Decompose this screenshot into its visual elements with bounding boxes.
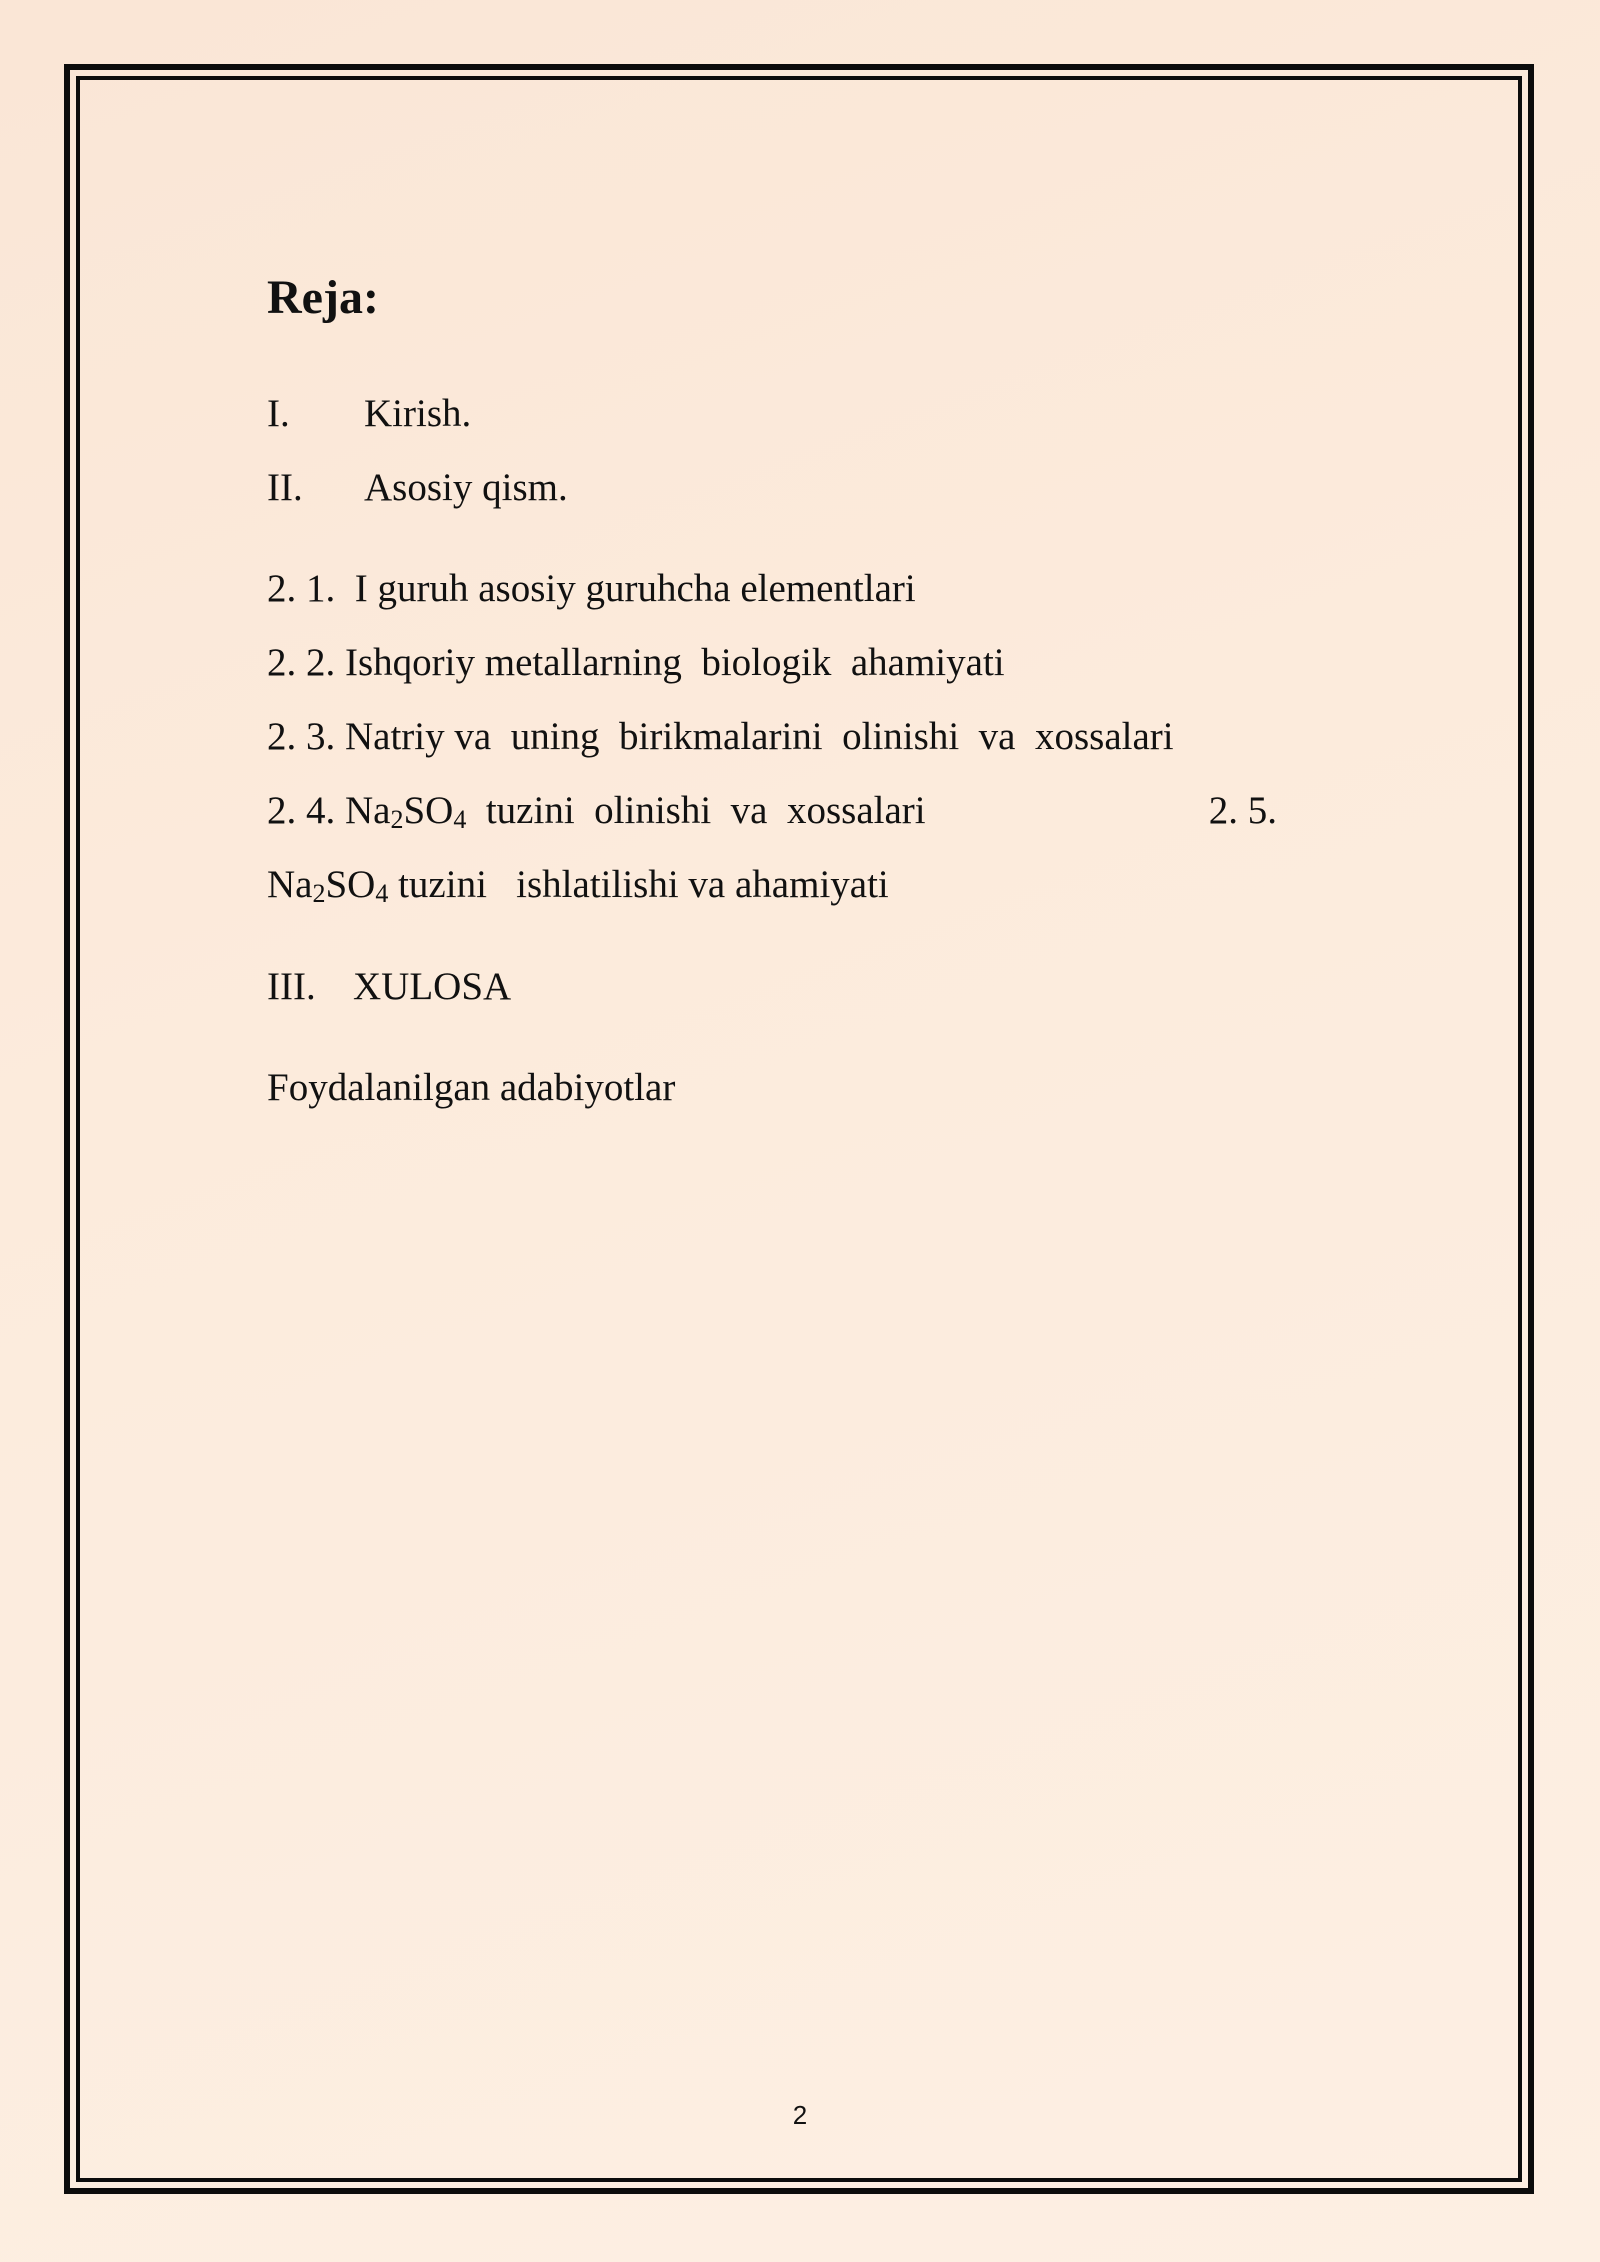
plan-item-conclusion: [267, 967, 511, 1006]
plan-item-numeral: I.: [267, 392, 290, 435]
formula-prefix: Na: [267, 863, 313, 906]
formula-prefix: 2. 4. Na: [267, 789, 391, 832]
formula-subscript: 4: [375, 879, 389, 908]
plan-item-text: Asosiy qism.: [364, 466, 568, 509]
plan-item-main: [267, 468, 568, 507]
plan-item-numeral: II.: [267, 466, 303, 509]
page-title: Reja:: [267, 271, 379, 324]
page-number: 2: [792, 2100, 808, 2130]
formula-subscript: 4: [453, 805, 467, 834]
plan-subitem-2-4: [267, 791, 926, 833]
plan-item-intro: [267, 394, 471, 433]
plan-item-text: Kirish.: [364, 392, 472, 435]
formula-subscript: 2: [390, 805, 404, 834]
formula-mid: SO: [325, 863, 376, 906]
plan-subitem-2-5: [267, 865, 889, 907]
plan-subitem-text: tuzini ishlatilishi va ahamiyati: [388, 863, 889, 906]
formula-mid: SO: [403, 789, 454, 832]
plan-subitem-2-5-number: 2. 5.: [1208, 789, 1277, 832]
formula-subscript: 2: [312, 879, 326, 908]
plan-subitem-2-1: 2. 1. I guruh asosiy guruhcha elementlari: [267, 567, 916, 610]
plan-item-numeral: III.: [267, 965, 316, 1008]
plan-subitem-2-3: 2. 3. Natriy va uning birikmalarini olinishi va xossalari: [267, 715, 1174, 758]
plan-subitem-2-2: 2. 2. Ishqoriy metallarning biologik ahamiyati: [267, 641, 1005, 684]
plan-references: Foydalanilgan adabiyotlar: [267, 1066, 676, 1109]
page-border-inner: [76, 76, 1522, 2182]
plan-subitem-text: tuzini olinishi va xossalari: [466, 789, 926, 832]
plan-item-text: XULOSA: [353, 965, 512, 1008]
